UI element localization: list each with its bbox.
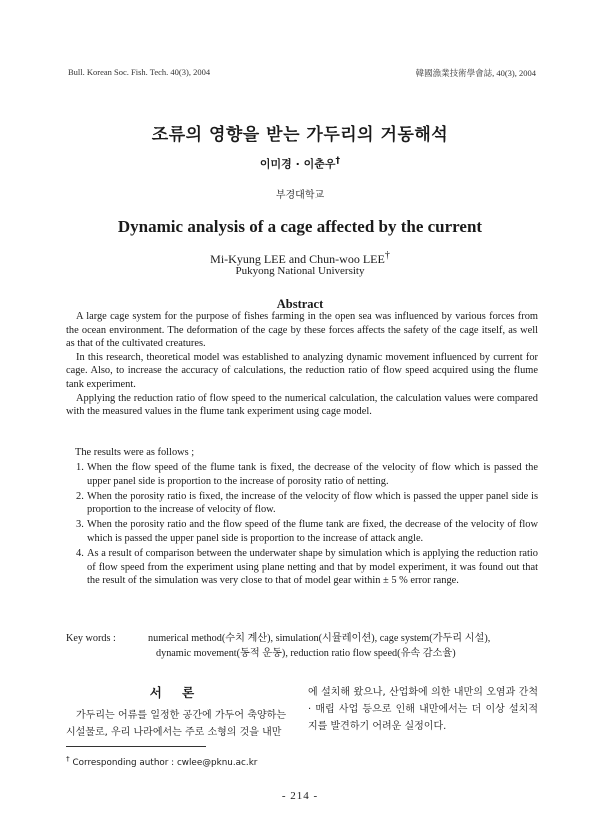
korean-author-names: 이미경 · 이춘우 bbox=[259, 157, 336, 171]
introduction-heading: 서 론 bbox=[149, 685, 203, 700]
result-item bbox=[66, 461, 538, 489]
korean-affiliation: 부경대학교 bbox=[275, 190, 325, 201]
korean-authors bbox=[0, 155, 600, 172]
abstract-body bbox=[66, 310, 538, 419]
result-item bbox=[66, 490, 538, 518]
result-text: When the flow speed of the flume tank is fixed, the decrease of the velocity of flow which is passed the upper panel side is proportion to the increase of porosity ratio of netting. bbox=[87, 462, 538, 487]
result-text: When the porosity ratio is fixed, the increase of the velocity of flow which is passed the upper panel side is proportion to the increase of velocity of flow. bbox=[87, 490, 538, 516]
keywords-line-1 bbox=[66, 631, 538, 646]
results-list bbox=[66, 461, 538, 589]
korean-author-mark: † bbox=[335, 155, 341, 166]
keywords-label: Key words : bbox=[66, 633, 116, 644]
english-author-mark: † bbox=[384, 250, 390, 261]
intro-right-text: 에 설치해 왔으나, 산업화에 의한 내만의 오염과 간척 · 매립 사업 등으로 인해 내만에서는 더 이상 설치적지를 발견하기 어려운 실정이다. bbox=[308, 687, 538, 732]
abstract-paragraph: Applying the reduction ratio of flow speed to the numerical calculation, the calculation values were compared with the measured values in the flume tank experiment using cage model. bbox=[66, 392, 538, 418]
result-number: 4. bbox=[76, 547, 84, 559]
abstract-paragraph: A large cage system for the purpose of fishes farming in the open sea was influenced by various forces from the ocean environment. The deformation of the cage by these forces affects the safety of the cage itself, as well as that of the cultivated creatures. bbox=[66, 311, 538, 350]
result-item bbox=[66, 547, 538, 588]
abstract-paragraph: In this research, theoretical model was established to analyzing dynamic movement influenced by current for cage. Also, to increase the accuracy of calculations, the reduction ratio of flow speed acquired using the flume tank experiment. bbox=[66, 351, 538, 390]
intro-left-column bbox=[66, 707, 286, 741]
footnote bbox=[66, 754, 257, 768]
footnote-divider bbox=[66, 746, 206, 747]
keywords bbox=[66, 631, 538, 661]
keywords-text-1: numerical method(수치 계산), simulation(시뮬레이션), cage system(가두리 시설), bbox=[148, 633, 491, 644]
page-number: - 214 - bbox=[281, 790, 319, 802]
journal-header-left: Bull. Korean Soc. Fish. Tech. 40(3), 2004 bbox=[68, 67, 211, 77]
english-author-names: Mi-Kyung LEE and Chun-woo LEE bbox=[210, 252, 385, 266]
results-intro: The results were as follows ; bbox=[75, 447, 195, 458]
footnote-mark: † bbox=[66, 754, 70, 763]
english-affiliation: Pukyong National University bbox=[235, 265, 365, 277]
result-number: 3. bbox=[76, 519, 84, 531]
result-number: 2. bbox=[76, 490, 84, 502]
korean-title: 조류의 영향을 받는 가두리의 거동해석 bbox=[151, 125, 449, 145]
result-item bbox=[66, 518, 538, 546]
intro-right-column bbox=[308, 684, 538, 735]
result-text: When the porosity ratio and the flow speed of the flume tank are fixed, the decrease of the velocity of flow which is passed the upper panel side is proportion to the increase of attack angle. bbox=[87, 519, 538, 544]
keywords-line-2: dynamic movement(동적 운동), reduction ratio flow speed(유속 감소율) bbox=[156, 648, 456, 659]
abstract-heading: Abstract bbox=[276, 297, 324, 311]
result-text: As a result of comparison between the underwater shape by simulation which is applying the reduction ratio of flow speed from the experiment using plane netting and that by model experiment, it was found out that the result of the simulation was very close to that of model gear within ± 5 % error range. bbox=[87, 547, 538, 587]
journal-header-right: 韓國漁業技術學會誌, 40(3), 2004 bbox=[415, 68, 536, 78]
english-title: Dynamic analysis of a cage affected by the current bbox=[117, 217, 483, 236]
footnote-text: Corresponding author : cwlee@pknu.ac.kr bbox=[72, 757, 258, 768]
intro-left-text: 가두리는 어류를 일정한 공간에 가두어 축양하는 시설물로, 우리 나라에서는 주로 소형의 것을 내만 bbox=[66, 710, 286, 738]
result-number: 1. bbox=[76, 462, 84, 473]
